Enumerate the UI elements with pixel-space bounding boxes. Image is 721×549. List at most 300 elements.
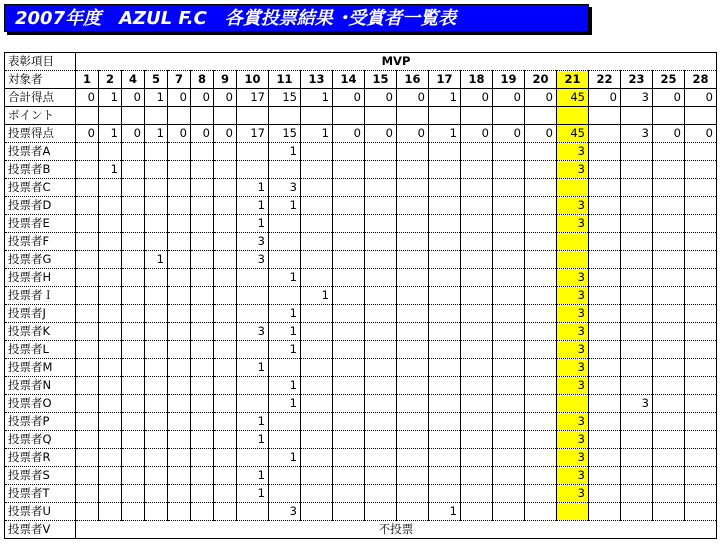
vote-points-cell: 0 xyxy=(685,125,717,143)
vote-cell xyxy=(525,287,557,305)
vote-cell xyxy=(145,395,168,413)
vote-cell xyxy=(685,467,717,485)
vote-cell xyxy=(333,287,365,305)
vote-cell: 1 xyxy=(269,323,301,341)
vote-cell xyxy=(191,341,214,359)
voter-row xyxy=(5,359,717,377)
vote-cell xyxy=(168,287,191,305)
vote-cell xyxy=(397,431,429,449)
award-row xyxy=(5,53,717,71)
vote-cell xyxy=(653,359,685,377)
total-cell: 1 xyxy=(99,89,122,107)
vote-cell: 3 xyxy=(237,251,269,269)
vote-cell xyxy=(76,179,99,197)
vote-cell xyxy=(191,197,214,215)
vote-cell xyxy=(461,341,493,359)
vote-cell xyxy=(269,413,301,431)
vote-cell xyxy=(191,143,214,161)
vote-results-table xyxy=(4,52,717,539)
vote-cell xyxy=(191,269,214,287)
vote-cell xyxy=(397,233,429,251)
vote-cell xyxy=(397,503,429,521)
vote-cell: 1 xyxy=(237,359,269,377)
vote-cell xyxy=(76,413,99,431)
points-cell xyxy=(429,107,461,125)
vote-cell xyxy=(365,233,397,251)
points-cell xyxy=(76,107,99,125)
vote-cell xyxy=(493,251,525,269)
vote-cell xyxy=(397,341,429,359)
vote-cell xyxy=(525,215,557,233)
vote-cell: 1 xyxy=(269,143,301,161)
vote-cell xyxy=(76,269,99,287)
vote-cell xyxy=(589,215,621,233)
vote-cell xyxy=(191,485,214,503)
vote-cell xyxy=(168,215,191,233)
voter-name: 投票者V xyxy=(5,521,76,539)
voter-row xyxy=(5,233,717,251)
vote-cell xyxy=(168,197,191,215)
vote-cell xyxy=(99,179,122,197)
column-header: 14 xyxy=(333,71,365,89)
vote-cell xyxy=(122,341,145,359)
vote-cell: 3 xyxy=(269,179,301,197)
vote-cell xyxy=(653,143,685,161)
vote-cell xyxy=(525,449,557,467)
vote-cell xyxy=(461,269,493,287)
vote-cell xyxy=(525,197,557,215)
voter-name: 投票者U xyxy=(5,503,76,521)
vote-cell xyxy=(99,233,122,251)
vote-cell xyxy=(429,341,461,359)
points-cell xyxy=(168,107,191,125)
vote-cell xyxy=(214,395,237,413)
vote-cell xyxy=(122,233,145,251)
vote-cell xyxy=(191,323,214,341)
vote-cell: 3 xyxy=(557,161,589,179)
vote-cell xyxy=(122,215,145,233)
vote-cell xyxy=(301,305,333,323)
vote-cell xyxy=(589,233,621,251)
vote-cell xyxy=(191,395,214,413)
column-header: 8 xyxy=(191,71,214,89)
points-cell xyxy=(589,107,621,125)
voter-name: 投票者B xyxy=(5,161,76,179)
vote-cell xyxy=(333,467,365,485)
vote-cell xyxy=(76,287,99,305)
points-cell xyxy=(145,107,168,125)
total-cell: 0 xyxy=(397,89,429,107)
vote-cell xyxy=(301,395,333,413)
vote-cell xyxy=(461,197,493,215)
vote-cell xyxy=(99,413,122,431)
vote-cell xyxy=(429,251,461,269)
vote-cell xyxy=(365,467,397,485)
vote-cell xyxy=(685,143,717,161)
vote-cell xyxy=(122,143,145,161)
points-cell xyxy=(122,107,145,125)
vote-cell: 1 xyxy=(269,377,301,395)
vote-cell xyxy=(122,467,145,485)
vote-cell xyxy=(191,233,214,251)
voter-name: 投票者C xyxy=(5,179,76,197)
vote-cell xyxy=(685,179,717,197)
vote-cell xyxy=(145,233,168,251)
voter-row xyxy=(5,503,717,521)
vote-cell xyxy=(429,359,461,377)
voter-row xyxy=(5,287,717,305)
vote-cell xyxy=(122,305,145,323)
vote-cell xyxy=(397,485,429,503)
vote-cell xyxy=(269,431,301,449)
voter-name: 投票者G xyxy=(5,251,76,269)
vote-cell xyxy=(557,503,589,521)
total-cell: 0 xyxy=(122,89,145,107)
vote-cell xyxy=(493,413,525,431)
vote-cell xyxy=(685,485,717,503)
vote-cell xyxy=(237,341,269,359)
vote-cell xyxy=(685,161,717,179)
voter-name: 投票者D xyxy=(5,197,76,215)
vote-cell xyxy=(269,485,301,503)
vote-cell xyxy=(493,161,525,179)
vote-cell xyxy=(237,449,269,467)
vote-cell xyxy=(99,341,122,359)
vote-cell xyxy=(237,143,269,161)
total-cell: 3 xyxy=(621,89,653,107)
vote-cell xyxy=(685,251,717,269)
vote-cell xyxy=(621,233,653,251)
vote-cell xyxy=(99,449,122,467)
vote-cell xyxy=(191,287,214,305)
vote-cell xyxy=(237,305,269,323)
vote-cell xyxy=(301,251,333,269)
vote-cell: 3 xyxy=(557,413,589,431)
vote-cell xyxy=(653,323,685,341)
vote-points-cell: 1 xyxy=(99,125,122,143)
vote-cell xyxy=(145,287,168,305)
column-header: 5 xyxy=(145,71,168,89)
vote-cell xyxy=(589,449,621,467)
vote-cell xyxy=(621,161,653,179)
vote-cell xyxy=(429,287,461,305)
total-cell: 0 xyxy=(191,89,214,107)
vote-cell xyxy=(429,161,461,179)
total-cell: 1 xyxy=(429,89,461,107)
vote-cell xyxy=(589,305,621,323)
vote-cell xyxy=(168,143,191,161)
vote-cell xyxy=(191,305,214,323)
vote-cell xyxy=(493,377,525,395)
vote-cell xyxy=(333,323,365,341)
vote-cell xyxy=(76,215,99,233)
vote-cell xyxy=(461,179,493,197)
vote-cell xyxy=(122,377,145,395)
vote-cell xyxy=(621,359,653,377)
points-cell xyxy=(99,107,122,125)
vote-cell: 1 xyxy=(237,467,269,485)
vote-cell xyxy=(333,197,365,215)
vote-cell xyxy=(122,485,145,503)
vote-cell xyxy=(214,449,237,467)
vote-cell xyxy=(145,143,168,161)
points-cell xyxy=(685,107,717,125)
vote-cell xyxy=(461,161,493,179)
vote-cell xyxy=(76,341,99,359)
vote-cell xyxy=(301,341,333,359)
vote-cell xyxy=(397,323,429,341)
vote-cell xyxy=(397,377,429,395)
vote-cell xyxy=(333,485,365,503)
points-label: ポイント xyxy=(5,107,76,125)
vote-points-cell: 0 xyxy=(333,125,365,143)
vote-cell xyxy=(301,431,333,449)
points-cell xyxy=(493,107,525,125)
vote-cell xyxy=(493,197,525,215)
vote-cell xyxy=(122,431,145,449)
vote-cell: 3 xyxy=(557,341,589,359)
points-row xyxy=(5,107,717,125)
vote-cell xyxy=(333,395,365,413)
voter-name: 投票者R xyxy=(5,449,76,467)
vote-cell xyxy=(168,377,191,395)
vote-cell xyxy=(621,287,653,305)
vote-cell xyxy=(168,233,191,251)
vote-points-cell: 17 xyxy=(237,125,269,143)
vote-cell xyxy=(685,359,717,377)
vote-cell xyxy=(525,395,557,413)
vote-cell: 1 xyxy=(237,485,269,503)
vote-cell: 1 xyxy=(237,413,269,431)
vote-cell xyxy=(99,215,122,233)
vote-cell xyxy=(653,341,685,359)
vote-points-cell: 3 xyxy=(621,125,653,143)
vote-cell xyxy=(589,287,621,305)
total-cell: 0 xyxy=(653,89,685,107)
vote-cell xyxy=(301,215,333,233)
vote-cell xyxy=(145,215,168,233)
vote-cell: 3 xyxy=(237,233,269,251)
vote-cell xyxy=(99,251,122,269)
vote-points-cell: 0 xyxy=(214,125,237,143)
vote-cell xyxy=(461,413,493,431)
vote-cell xyxy=(653,449,685,467)
vote-cell xyxy=(333,233,365,251)
vote-cell xyxy=(365,449,397,467)
vote-cell xyxy=(621,197,653,215)
vote-cell xyxy=(525,431,557,449)
vote-cell xyxy=(191,377,214,395)
vote-cell xyxy=(461,449,493,467)
vote-cell xyxy=(122,359,145,377)
vote-cell xyxy=(333,161,365,179)
vote-points-cell: 15 xyxy=(269,125,301,143)
vote-cell: 3 xyxy=(557,215,589,233)
vote-cell xyxy=(301,503,333,521)
vote-cell: 3 xyxy=(557,287,589,305)
vote-cell xyxy=(269,251,301,269)
vote-cell xyxy=(493,323,525,341)
vote-cell xyxy=(76,485,99,503)
vote-cell xyxy=(493,179,525,197)
vote-cell xyxy=(214,287,237,305)
voter-row xyxy=(5,143,717,161)
vote-cell xyxy=(214,485,237,503)
vote-cell xyxy=(461,287,493,305)
vote-cell xyxy=(397,287,429,305)
vote-cell xyxy=(122,161,145,179)
vote-cell xyxy=(429,269,461,287)
vote-cell xyxy=(145,269,168,287)
vote-cell xyxy=(269,215,301,233)
vote-cell xyxy=(365,359,397,377)
vote-cell xyxy=(397,215,429,233)
vote-cell xyxy=(621,251,653,269)
vote-cell xyxy=(214,161,237,179)
voter-row xyxy=(5,179,717,197)
vote-cell: 3 xyxy=(269,503,301,521)
vote-cell xyxy=(685,305,717,323)
vote-cell xyxy=(525,251,557,269)
vote-cell xyxy=(621,323,653,341)
vote-cell xyxy=(168,341,191,359)
vote-points-cell: 0 xyxy=(525,125,557,143)
vote-cell xyxy=(493,431,525,449)
voter-row xyxy=(5,341,717,359)
abstain-text: 不投票 xyxy=(76,521,717,539)
voter-row xyxy=(5,269,717,287)
vote-cell xyxy=(122,251,145,269)
vote-cell xyxy=(214,359,237,377)
vote-cell xyxy=(621,179,653,197)
vote-cell xyxy=(525,359,557,377)
vote-cell xyxy=(333,449,365,467)
vote-cell xyxy=(237,503,269,521)
vote-cell xyxy=(653,467,685,485)
vote-cell xyxy=(589,323,621,341)
vote-cell xyxy=(76,305,99,323)
vote-cell xyxy=(365,503,397,521)
vote-cell xyxy=(397,467,429,485)
vote-cell: 3 xyxy=(557,305,589,323)
vote-cell xyxy=(333,143,365,161)
vote-cell xyxy=(191,161,214,179)
vote-cell xyxy=(301,449,333,467)
vote-cell xyxy=(237,377,269,395)
vote-cell xyxy=(621,413,653,431)
vote-cell xyxy=(301,413,333,431)
vote-cell xyxy=(214,413,237,431)
total-cell: 17 xyxy=(237,89,269,107)
vote-points-cell: 0 xyxy=(653,125,685,143)
vote-cell xyxy=(76,143,99,161)
vote-points-label: 投票得点 xyxy=(5,125,76,143)
vote-cell xyxy=(145,359,168,377)
vote-cell xyxy=(333,305,365,323)
vote-cell xyxy=(621,431,653,449)
vote-cell xyxy=(145,305,168,323)
voter-name: 投票者M xyxy=(5,359,76,377)
vote-cell: 3 xyxy=(557,269,589,287)
voter-name: 投票者Q xyxy=(5,431,76,449)
voter-name: 投票者L xyxy=(5,341,76,359)
column-header: 15 xyxy=(365,71,397,89)
total-cell: 0 xyxy=(461,89,493,107)
vote-cell xyxy=(621,143,653,161)
vote-cell xyxy=(397,161,429,179)
vote-cell xyxy=(76,251,99,269)
vote-cell xyxy=(191,179,214,197)
vote-cell xyxy=(685,449,717,467)
vote-cell xyxy=(301,269,333,287)
vote-cell xyxy=(653,377,685,395)
vote-cell xyxy=(214,251,237,269)
vote-cell xyxy=(99,377,122,395)
total-cell: 0 xyxy=(168,89,191,107)
vote-cell xyxy=(214,143,237,161)
voter-row xyxy=(5,431,717,449)
vote-cell xyxy=(525,269,557,287)
vote-cell xyxy=(168,359,191,377)
vote-cell xyxy=(653,305,685,323)
vote-cell xyxy=(122,197,145,215)
vote-cell xyxy=(365,341,397,359)
vote-cell: 3 xyxy=(557,485,589,503)
vote-cell xyxy=(191,251,214,269)
vote-cell xyxy=(99,485,122,503)
column-header: 17 xyxy=(429,71,461,89)
vote-cell xyxy=(525,143,557,161)
vote-cell: 1 xyxy=(237,215,269,233)
vote-cell xyxy=(333,179,365,197)
voter-name: 投票者S xyxy=(5,467,76,485)
vote-cell xyxy=(237,161,269,179)
vote-cell: 3 xyxy=(557,323,589,341)
vote-cell xyxy=(301,323,333,341)
vote-cell xyxy=(214,431,237,449)
vote-cell xyxy=(301,377,333,395)
vote-cell xyxy=(397,395,429,413)
vote-cell xyxy=(653,485,685,503)
vote-cell xyxy=(365,377,397,395)
vote-cell xyxy=(168,485,191,503)
vote-cell xyxy=(269,161,301,179)
column-header: 2 xyxy=(99,71,122,89)
vote-cell xyxy=(461,215,493,233)
vote-cell xyxy=(493,341,525,359)
vote-cell xyxy=(145,413,168,431)
vote-cell xyxy=(214,179,237,197)
vote-cell xyxy=(525,179,557,197)
total-cell: 0 xyxy=(365,89,397,107)
vote-cell xyxy=(191,359,214,377)
voter-row xyxy=(5,161,717,179)
vote-cell xyxy=(685,215,717,233)
vote-cell xyxy=(168,413,191,431)
voter-name: 投票者P xyxy=(5,413,76,431)
vote-cell xyxy=(493,485,525,503)
vote-cell xyxy=(365,143,397,161)
vote-cell xyxy=(76,323,99,341)
vote-cell xyxy=(122,503,145,521)
vote-cell xyxy=(76,431,99,449)
vote-cell xyxy=(333,377,365,395)
vote-cell xyxy=(214,341,237,359)
vote-cell xyxy=(589,431,621,449)
column-header: 20 xyxy=(525,71,557,89)
vote-cell xyxy=(685,395,717,413)
vote-cell xyxy=(621,215,653,233)
